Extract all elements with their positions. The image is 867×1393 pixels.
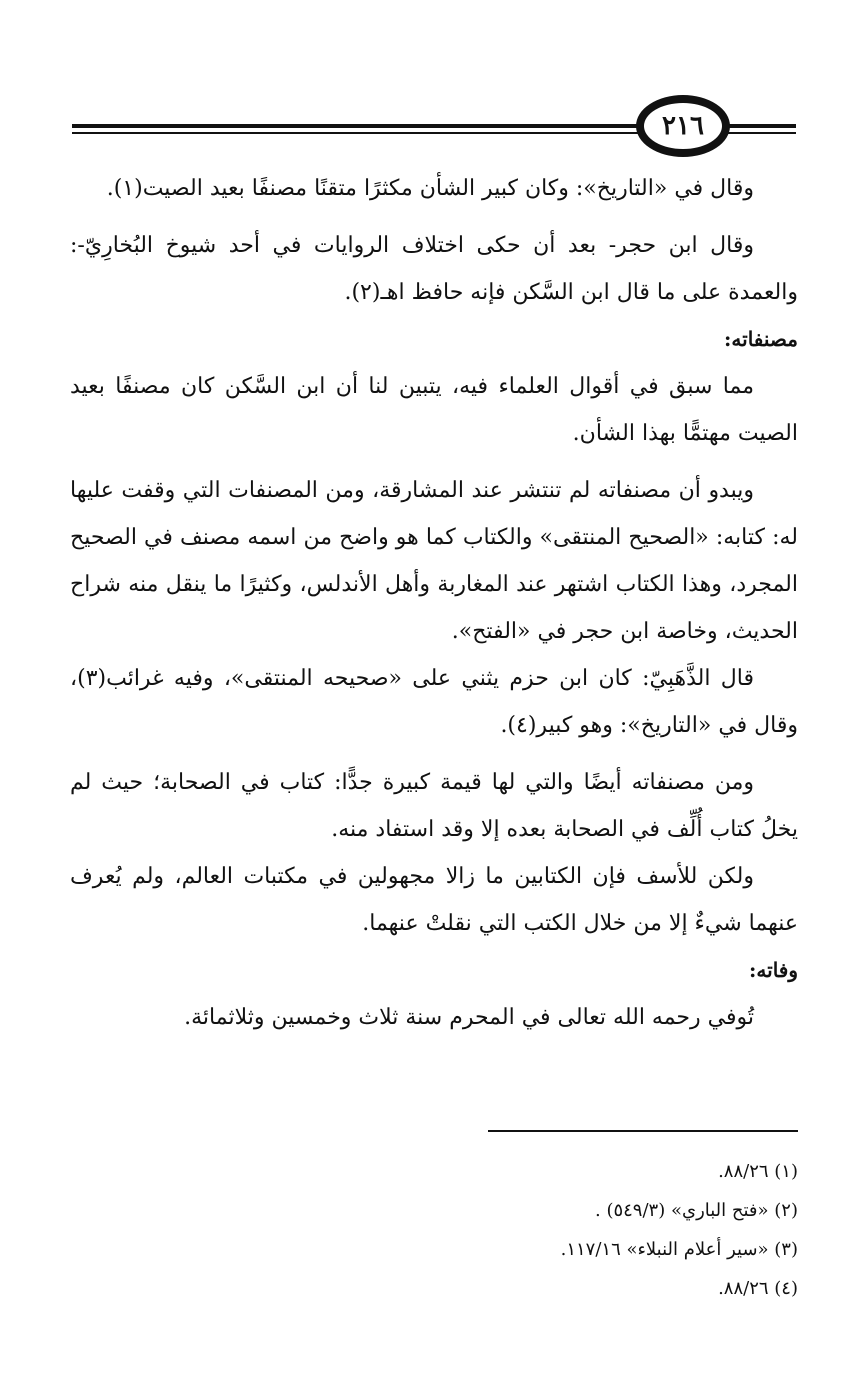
footnote: (١) ٨٨/٢٦. — [718, 1161, 798, 1182]
section-heading-death: وفاته: — [749, 958, 798, 982]
paragraph: مما سبق في أقوال العلماء فيه، يتبين لنا أن ابن السَّكن كان مصنفًا بعيد الصيت مهتمًّا بهذا الشأن. — [70, 374, 798, 446]
paragraph: قال الذَّهَبِيّ: كان ابن حزم يثني على «صحيحه المنتقى»، وفيه غرائب(٣)، وقال في «التاريخ»: وهو كبير(٤). — [70, 666, 798, 738]
footnote-separator — [488, 1130, 798, 1132]
page-number-oval — [636, 95, 730, 157]
paragraph: وقال في «التاريخ»: وكان كبير الشأن مكثرًا متقنًا مصنفًا بعيد الصيت(١). — [106, 176, 754, 201]
paragraph: ولكن للأسف فإن الكتابين ما زالا مجهولين في مكتبات العالم، ولم يُعرف عنهما شيءٌ إلا من خلال الكتب التي نقلتْ عنهما. — [70, 864, 798, 936]
paragraph: ويبدو أن مصنفاته لم تنتشر عند المشارقة، ومن المصنفات التي وقفت عليها له: كتابه: «الصحيح المنتقى» والكتاب كما هو واضح من اسمه مصنف في الصحيح المجرد، وهذا الكتاب اشتهر عند المغاربة وأهل الأندلس، وكثيرًا ما ينقل منه شراح الحديث، وخاصة ابن حجر في «الفتح». — [70, 478, 798, 644]
page-number: ٢١٦ — [662, 111, 704, 141]
paragraph: ومن مصنفاته أيضًا والتي لها قيمة كبيرة جدًّا: كتاب في الصحابة؛ حيث لم يخلُ كتاب أُلِّف في الصحابة بعده إلا وقد استفاد منه. — [70, 770, 798, 842]
section-heading-works: مصنفاته: — [724, 327, 798, 351]
paragraph: تُوفي رحمه الله تعالى في المحرم سنة ثلاث وخمسين وثلاثمائة. — [184, 1005, 754, 1030]
footnote: (٣) «سير أعلام النبلاء» ١١٧/١٦. — [560, 1239, 798, 1260]
paragraph: وقال ابن حجر- بعد أن حكى اختلاف الروايات في أحد شيوخ البُخارِيّ-: والعمدة على ما قال ابن السَّكن فإنه حافظ اهـ(٢). — [70, 233, 798, 305]
footnotes — [70, 1152, 798, 1308]
footnote: (٤) ٨٨/٢٦. — [718, 1278, 798, 1299]
main-text — [70, 165, 798, 1041]
footnote: (٢) «فتح الباري» (٥٤٩/٣) . — [595, 1200, 798, 1221]
